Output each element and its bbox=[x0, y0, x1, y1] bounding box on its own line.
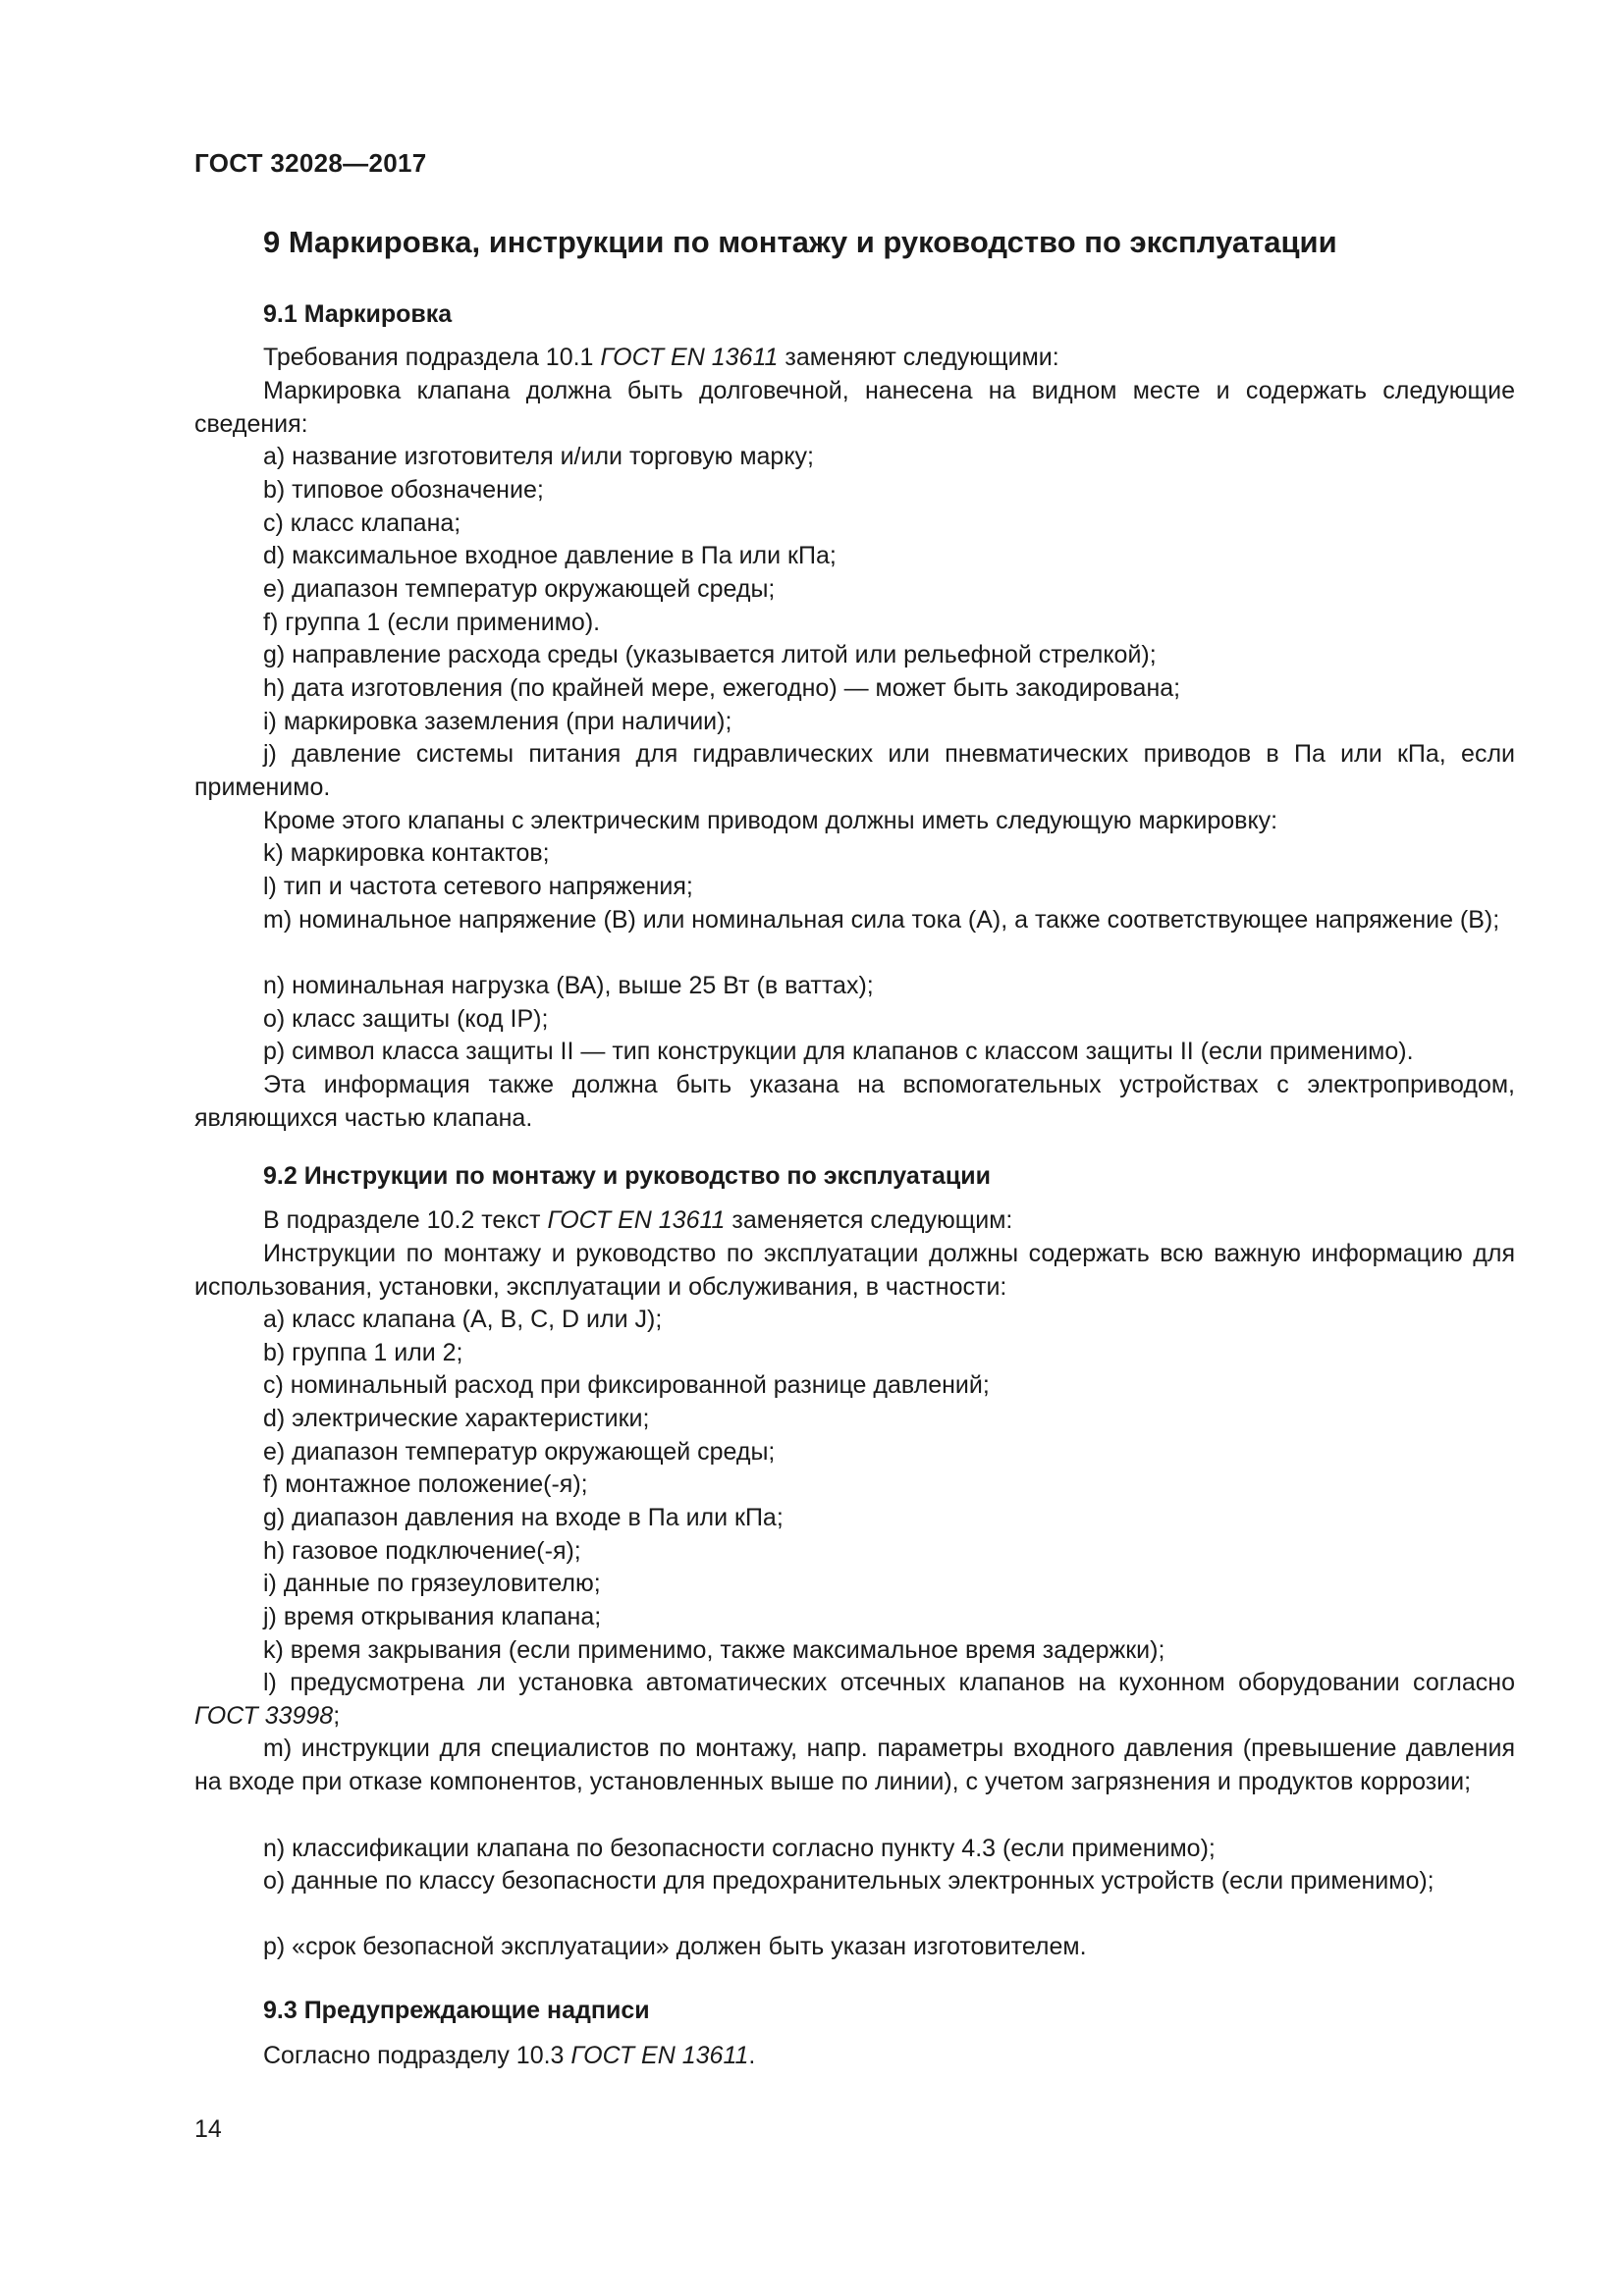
list-item: i) маркировка заземления (при наличии); bbox=[263, 708, 732, 735]
s91-paragraph: Кроме этого клапаны с электрическим приводом должны иметь следующую маркировку: bbox=[263, 807, 1278, 834]
list-item: j) время открывания клапана; bbox=[263, 1603, 602, 1630]
list-item: j) давление системы питания для гидравлических или пневматических приводов в Па или кПа, если применимо. bbox=[194, 740, 1515, 801]
s91-paragraph: Эта информация также должна быть указана на вспомогательных устройствах с электроприводом, являющихся частью клапана. bbox=[194, 1071, 1515, 1132]
list-item: e) диапазон температур окружающей среды; bbox=[263, 1438, 776, 1466]
list-item: o) данные по классу безопасности для предохранительных электронных устройств (если применимо); bbox=[263, 1867, 1435, 1895]
list-item: c) класс клапана; bbox=[263, 509, 461, 537]
gost-reference: ГОСТ 33998 bbox=[194, 1701, 334, 1730]
s93-text: Согласно подразделу 10.3 ГОСТ EN 13611. bbox=[263, 2042, 756, 2069]
s91-intro: Требования подраздела 10.1 ГОСТ EN 13611 заменяют следующими: bbox=[263, 344, 1059, 371]
list-item: o) класс защиты (код IP); bbox=[263, 1005, 549, 1033]
list-item: g) направление расхода среды (указывается литой или рельефной стрелкой); bbox=[263, 641, 1157, 668]
gost-reference: ГОСТ EN 13611 bbox=[600, 344, 779, 371]
list-item: b) группа 1 или 2; bbox=[263, 1339, 463, 1366]
list-item: l) тип и частота сетевого напряжения; bbox=[263, 873, 693, 900]
document-code: ГОСТ 32028—2017 bbox=[194, 148, 427, 178]
list-item: e) диапазон температур окружающей среды; bbox=[263, 575, 776, 603]
list-item: l) предусмотрена ли установка автоматических отсечных клапанов на кухонном оборудовании согласно ГОСТ 33998; bbox=[194, 1669, 1515, 1730]
list-item: k) время закрывания (если применимо, также максимальное время задержки); bbox=[263, 1636, 1165, 1664]
section-9-3-title: 9.3 Предупреждающие надписи bbox=[263, 1997, 650, 2024]
s91-paragraph: Маркировка клапана должна быть долговечной, нанесена на видном месте и содержать следующие сведения: bbox=[194, 377, 1515, 438]
list-item: n) номинальная нагрузка (ВА), выше 25 Вт (в ваттах); bbox=[263, 972, 874, 999]
list-item: g) диапазон давления на входе в Па или кПа; bbox=[263, 1504, 784, 1531]
list-item: p) символ класса защиты II — тип конструкции для клапанов с классом защиты II (если применимо). bbox=[263, 1038, 1414, 1065]
list-item: d) электрические характеристики; bbox=[263, 1405, 650, 1432]
list-item: i) данные по грязеуловителю; bbox=[263, 1570, 601, 1597]
list-item: k) маркировка контактов; bbox=[263, 839, 550, 867]
list-item: а) класс клапана (А, В, С, D или J); bbox=[263, 1306, 663, 1333]
list-item: n) классификации клапана по безопасности согласно пункту 4.3 (если применимо); bbox=[263, 1835, 1216, 1862]
list-item: h) дата изготовления (по крайней мере, ежегодно) — может быть закодирована; bbox=[263, 674, 1181, 702]
list-item: f) монтажное положение(-я); bbox=[263, 1470, 588, 1498]
section-9-title: 9 Маркировка, инструкции по монтажу и руководство по эксплуатации bbox=[263, 225, 1337, 259]
list-item: m) номинальное напряжение (В) или номинальная сила тока (А), а также соответствующее напряжение (В); bbox=[263, 906, 1500, 934]
page-number: 14 bbox=[194, 2115, 222, 2143]
s92-intro: В подразделе 10.2 текст ГОСТ EN 13611 заменяется следующим: bbox=[263, 1206, 1013, 1234]
list-item: m) инструкции для специалистов по монтажу, напр. параметры входного давления (превышение давления на входе при отказе компонентов, установленных выше по линии), с учетом загрязнения и продуктов коррозии; bbox=[194, 1735, 1515, 1795]
list-item: а) название изготовителя и/или торговую марку; bbox=[263, 443, 814, 470]
section-9-2-title: 9.2 Инструкции по монтажу и руководство по эксплуатации bbox=[263, 1162, 992, 1190]
section-9-1-title: 9.1 Маркировка bbox=[263, 300, 453, 328]
list-item: c) номинальный расход при фиксированной разнице давлений; bbox=[263, 1371, 990, 1399]
list-item: h) газовое подключение(-я); bbox=[263, 1537, 581, 1565]
list-item: d) максимальное входное давление в Па или кПа; bbox=[263, 542, 837, 569]
gost-reference: ГОСТ EN 13611 bbox=[570, 2042, 749, 2069]
s92-paragraph: Инструкции по монтажу и руководство по эксплуатации должны содержать всю важную информацию для использования, установки, эксплуатации и обслуживания, в частности: bbox=[194, 1240, 1515, 1301]
list-item: p) «срок безопасной эксплуатации» должен быть указан изготовителем. bbox=[263, 1933, 1087, 1960]
gost-reference: ГОСТ EN 13611 bbox=[547, 1206, 726, 1234]
list-item: b) типовое обозначение; bbox=[263, 476, 544, 504]
list-item: f) группа 1 (если применимо). bbox=[263, 609, 601, 636]
